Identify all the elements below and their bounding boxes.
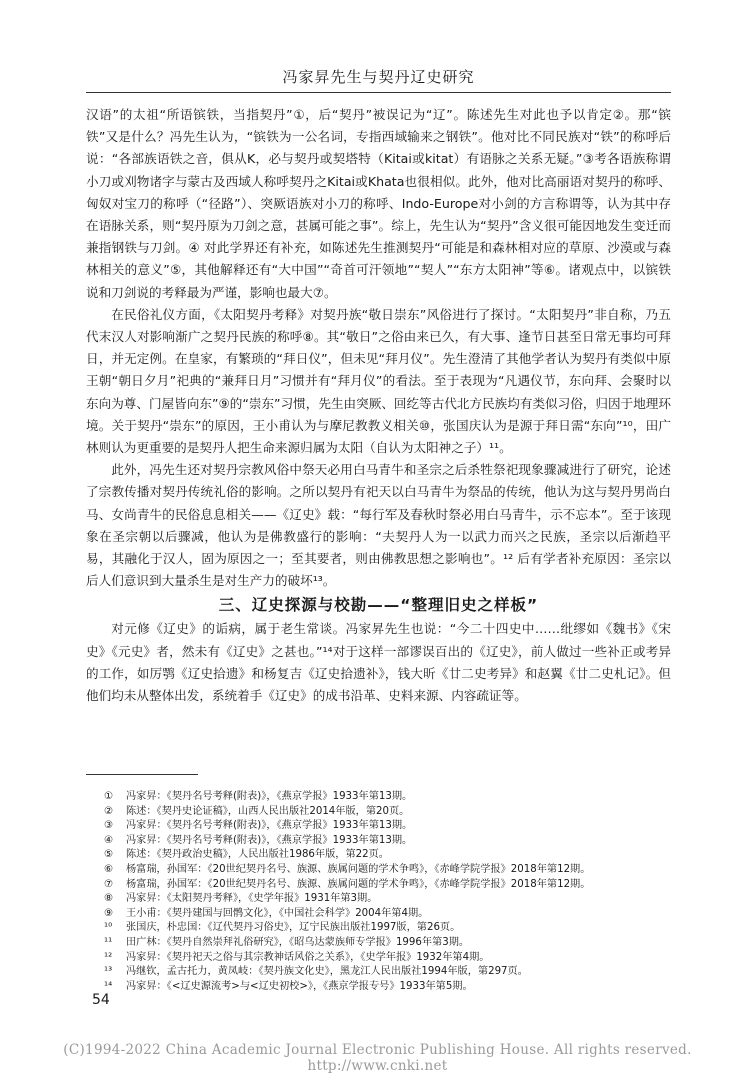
footnote — [104, 936, 674, 951]
footnote-text: 田广林：《契丹自然崇拜礼俗研究》，《昭乌达蒙族师专学报》1996年第3期。 — [126, 936, 470, 948]
footnote-mark: ⑨ — [104, 907, 114, 919]
footnote-text: 冯家昇：《<辽史源流考>与<辽史初校>》，《燕京学报专号》1933年第5期。 — [126, 980, 473, 992]
footnote — [104, 863, 674, 878]
footnote — [104, 965, 674, 980]
paragraph: 此外，冯先生还对契丹宗教风俗中祭天必用白马青牛和圣宗之后杀牲祭祀现象骤减进行了研究，论述了宗教传播对契丹传统礼俗的影响。之所以契丹有祀天以白马青牛为祭品的传统，他认为这与契丹男尚白马、女尚青牛的民俗息息相关——《辽史》载：“每行军及春秋时祭必用白马青牛，示不忘本”。至于该现象在圣宗朝以后骤减，他认为是佛教盛行的影响：“夫契丹人为一以武力而兴之民族，圣宗以后渐趋平易，其融化于汉人，固为原因之一；至其要者，则由佛教思想之影响也”。¹² 后有学者补充原因：圣宗以后人们意识到大量杀生是对生产力的破坏¹³。 — [86, 462, 671, 589]
footnote-mark: ① — [104, 791, 114, 802]
footnote-mark: ② — [104, 805, 114, 817]
footnote-text: 陈述：《契丹政治史稿》，人民出版社1986年版，第22页。 — [126, 849, 389, 861]
footnote-text: 冯家昇：《契丹名号考释(附表)》，《燕京学报》1933年第13期。 — [126, 834, 413, 846]
footnote — [104, 980, 674, 995]
footnote-mark: ¹³ — [104, 966, 113, 978]
footnote — [104, 819, 674, 834]
footnote-text: 陈述：《契丹史论证稿》，山西人民出版社2014年版，第20页。 — [126, 805, 410, 817]
footnote — [104, 790, 674, 805]
article-body — [86, 104, 671, 707]
footnote — [104, 921, 674, 936]
footnote — [104, 878, 674, 893]
footnote-text: 张国庆，朴忠国：《辽代契丹习俗史》，辽宁民族出版社1997版，第26页。 — [126, 922, 461, 934]
footnote-text: 杨富瑞，孙国军：《20世纪契丹名号、族源、族属问题的学术争鸣》，《赤峰学院学报》2018年第12期。 — [126, 878, 591, 890]
footnote-text: 冯继钦，孟古托力，黄凤岐：《契丹族文化史》，黑龙江人民出版社1994年版，第297页。 — [126, 966, 528, 978]
header-rule — [86, 92, 671, 93]
footnote-text: 王小甫：《契丹建国与回鹘文化》，《中国社会科学》2004年第4期。 — [126, 907, 429, 919]
footnote — [104, 834, 674, 849]
footnote — [104, 892, 674, 907]
footnote-mark: ⑥ — [104, 863, 114, 875]
footnote-text: 冯家昇：《契丹祀天之俗与其宗教神话风俗之关系》，《史学年报》1932年第4期。 — [126, 951, 490, 963]
footnote — [104, 907, 674, 922]
footnote — [104, 805, 674, 820]
copyright-watermark: (C)1994-2022 China Academic Journal Electronic Publishing House. All rights reserved. http://www.cnki.net — [63, 1042, 692, 1074]
footnote-mark: ¹⁴ — [104, 980, 113, 992]
footnote-mark: ¹⁰ — [104, 922, 113, 934]
running-header: 冯家昇先生与契丹辽史研究 — [282, 68, 475, 86]
footnote-mark: ③ — [104, 820, 114, 832]
footnote-mark: ⑤ — [104, 849, 114, 861]
footnote-mark: ¹¹ — [104, 936, 113, 948]
footnote-mark: ¹² — [104, 951, 113, 963]
footnote — [104, 848, 674, 863]
section-heading: 三、辽史探源与校勘——“整理旧史之样板” — [218, 596, 539, 615]
footnote-mark: ④ — [104, 834, 114, 846]
footnote-rule — [86, 774, 198, 775]
paragraph: 汉语”的太祖“所语镔铁，当指契丹”①，后“契丹”被误记为“辽”。陈述先生对此也予以肯定②。那“镔铁”又是什么？冯先生认为，“镔铁为一公名词，专指西域输来之钢铁”。他对比不同民族对“铁”的称呼后说：“各部族语铁之音，俱从K，必与契丹或契塔特（Kitai或kitat）有语脉之关系无疑。”③考各语族称谓小刀或刈物诸字与蒙古及西域人称呼契丹之Kitai或Khata也很相似。此外，他对比高丽语对契丹的称呼、匈奴对宝刀的称呼（“径路”）、突厥语族对小刀的称呼、Indo-Europe对小剑的方言称谓等，认为其中存在语脉关系，则“契丹原为刀剑之意，甚属可能之事”。综上，先生认为“契丹”含义很可能因地发生变迁而兼指钢铁与刀剑。④ 对此学界还有补充，如陈述先生推测契丹“可能是和森林相对应的草原、沙漠或与森林相关的意义”⑤，其他解释还有“大中国”“奇首可汗领地”“契人”“东方太阳神”等⑥。诸观点中，以镔铁说和刀剑说的考释最为严谨，影响也最大⑦。 — [86, 107, 671, 300]
paragraph: 在民俗礼仪方面，《太阳契丹考释》对契丹族“敬日崇东”风俗进行了探讨。“太阳契丹”非自称，乃五代末汉人对影响渐广之契丹民族的称呼⑧。其“敬日”之俗由来已久，有大事、逢节日甚至日常无事均可拜日，并无定例。在皇家，有繁琐的“拜日仪”，但未见“拜月仪”。先生澄清了其他学者认为契丹有类似中原王朝“朝日夕月”祀典的“兼拜日月”习惯并有“拜月仪”的看法。至于表现为“凡遇仪节，东向拜、会聚时以东向为尊、门屋皆向东”⑨的“崇东”习惯，先生由突厥、回纥等古代北方民族均有类似习俗，归因于地理环境。关于契丹“崇东”的原因，王小甫认为与摩尼教教义相关⑩，张国庆认为是源于拜日需“东向”¹⁰，田广林则认为更重要的是契丹人把生命来源归属为太阳（自认为太阳神之子）¹¹。 — [86, 306, 671, 456]
footnote-text: 杨富瑞，孙国军：《20世纪契丹名号、族源、族属问题的学术争鸣》，《赤峰学院学报》2018年第12期。 — [126, 863, 591, 875]
footnote-mark: ⑦ — [104, 878, 114, 890]
footnote-text: 冯家昇：《契丹名号考释(附表)》，《燕京学报》1933年第13期。 — [126, 820, 413, 832]
footnote-text: 冯家昇：《契丹名号考释(附表)》，《燕京学报》1933年第13期。 — [126, 791, 413, 802]
footnote — [104, 951, 674, 966]
page-number: 54 — [92, 992, 110, 1008]
footnote-mark: ⑧ — [104, 893, 114, 905]
footnote-text: 冯家昇：《太阳契丹考释》，《史学年报》1931年第3期。 — [126, 893, 378, 905]
paragraph: 对元修《辽史》的诟病，属于老生常谈。冯家昇先生也说：“今二十四史中……纰缪如《魏书》《宋史》《元史》者，然未有《辽史》之甚也。”¹⁴对于这样一部谬误百出的《辽史》，前人做过一些补正或考异的工作，如厉鹗《辽史拾遗》和杨复吉《辽史拾遗补》，钱大昕《廿二史考异》和赵翼《廿二史札记》。但他们均未从整体出发，系统着手《辽史》的成书沿革、史料来源、内容疏证等。 — [86, 621, 671, 704]
footnote-list — [104, 790, 674, 994]
